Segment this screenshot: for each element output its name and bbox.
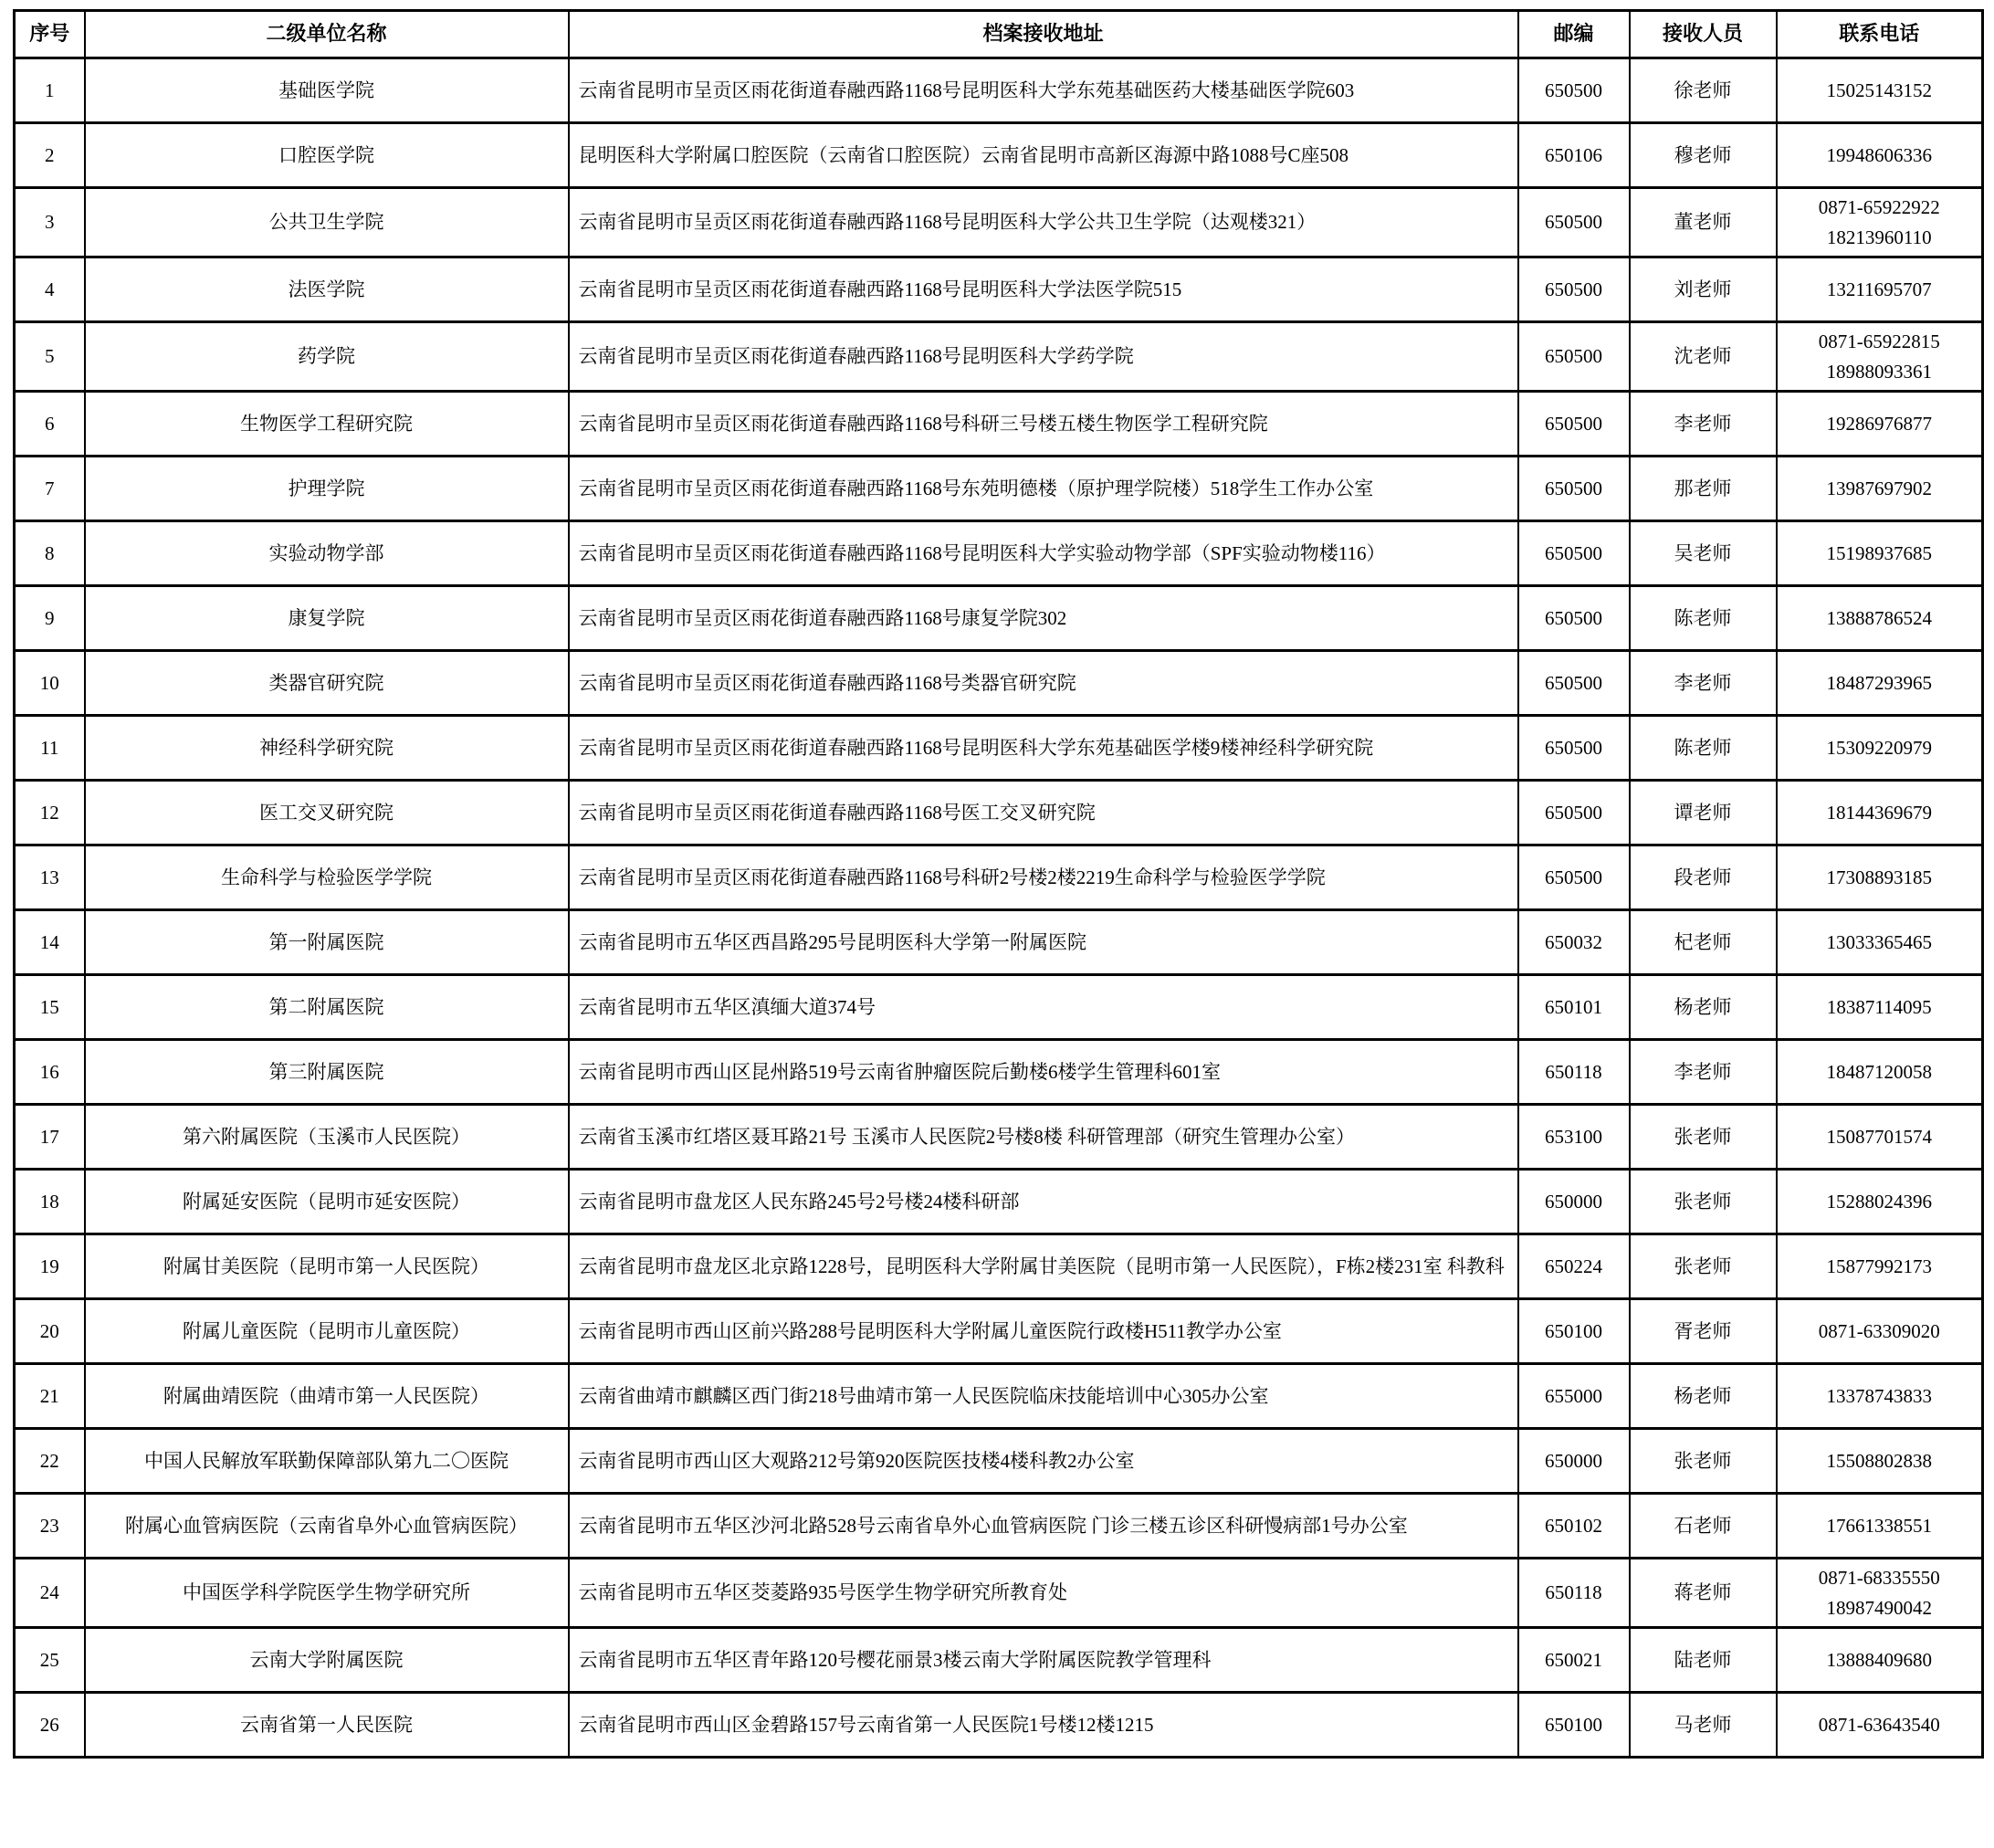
cell-phone (1777, 1364, 1983, 1429)
phone-number: 13211695707 (1826, 278, 1932, 300)
phone-number: 15288024396 (1826, 1190, 1932, 1213)
header-postcode: 邮编 (1518, 11, 1630, 58)
cell-contact: 李老师 (1630, 1040, 1777, 1105)
cell-index: 22 (15, 1429, 85, 1494)
cell-contact: 胥老师 (1630, 1299, 1777, 1364)
cell-index: 14 (15, 910, 85, 975)
archive-address-table (13, 9, 1984, 1759)
phone-number: 19948606336 (1826, 143, 1932, 166)
cell-unit: 附属甘美医院（昆明市第一人民医院） (85, 1234, 569, 1299)
cell-address: 云南省昆明市盘龙区北京路1228号，昆明医科大学附属甘美医院（昆明市第一人民医院），F栋2楼231室 科教科 (569, 1234, 1518, 1299)
cell-postcode: 650500 (1518, 322, 1630, 392)
cell-contact: 杨老师 (1630, 975, 1777, 1040)
cell-address: 云南省昆明市呈贡区雨花街道春融西路1168号东苑明德楼（原护理学院楼）518学生工作办公室 (569, 457, 1518, 521)
cell-address: 云南省昆明市呈贡区雨花街道春融西路1168号科研2号楼2楼2219生命科学与检验医学学院 (569, 845, 1518, 910)
cell-unit: 附属延安医院（昆明市延安医院） (85, 1170, 569, 1234)
cell-phone (1777, 188, 1983, 257)
cell-index: 16 (15, 1040, 85, 1105)
cell-contact: 蒋老师 (1630, 1559, 1777, 1628)
phone-number: 15025143152 (1826, 79, 1932, 101)
phone-number: 17308893185 (1826, 866, 1932, 888)
cell-postcode: 650500 (1518, 586, 1630, 651)
cell-address: 云南省曲靖市麒麟区西门街218号曲靖市第一人民医院临床技能培训中心305办公室 (569, 1364, 1518, 1429)
table-header-row (15, 11, 1983, 58)
cell-postcode: 650021 (1518, 1628, 1630, 1693)
cell-postcode: 650102 (1518, 1494, 1630, 1559)
phone-number: 18487120058 (1826, 1060, 1932, 1083)
cell-address: 云南省昆明市呈贡区雨花街道春融西路1168号医工交叉研究院 (569, 781, 1518, 845)
table-row (15, 1693, 1983, 1758)
table-row (15, 123, 1983, 188)
cell-unit: 神经科学研究院 (85, 716, 569, 781)
table-row (15, 1040, 1983, 1105)
table-row (15, 1234, 1983, 1299)
cell-contact: 徐老师 (1630, 58, 1777, 123)
cell-unit: 生命科学与检验医学学院 (85, 845, 569, 910)
cell-phone (1777, 1693, 1983, 1758)
cell-postcode: 650500 (1518, 651, 1630, 716)
cell-contact: 谭老师 (1630, 781, 1777, 845)
cell-address: 云南省玉溪市红塔区聂耳路21号 玉溪市人民医院2号楼8楼 科研管理部（研究生管理办公室） (569, 1105, 1518, 1170)
cell-phone (1777, 651, 1983, 716)
cell-postcode: 650100 (1518, 1299, 1630, 1364)
cell-postcode: 650500 (1518, 58, 1630, 123)
cell-phone (1777, 1105, 1983, 1170)
cell-phone (1777, 521, 1983, 586)
cell-phone (1777, 1494, 1983, 1559)
cell-index: 3 (15, 188, 85, 257)
cell-postcode: 650000 (1518, 1429, 1630, 1494)
cell-address: 云南省昆明市五华区青年路120号樱花丽景3楼云南大学附属医院教学管理科 (569, 1628, 1518, 1693)
header-index: 序号 (15, 11, 85, 58)
cell-contact: 张老师 (1630, 1105, 1777, 1170)
cell-unit: 生物医学工程研究院 (85, 392, 569, 457)
phone-number: 13033365465 (1826, 930, 1932, 953)
table-row (15, 1429, 1983, 1494)
cell-phone (1777, 845, 1983, 910)
table-row (15, 1105, 1983, 1170)
table-body (15, 58, 1983, 1758)
cell-postcode: 650000 (1518, 1170, 1630, 1234)
cell-postcode: 653100 (1518, 1105, 1630, 1170)
cell-phone (1777, 781, 1983, 845)
cell-index: 20 (15, 1299, 85, 1364)
cell-unit: 公共卫生学院 (85, 188, 569, 257)
cell-unit: 第六附属医院（玉溪市人民医院） (85, 1105, 569, 1170)
cell-unit: 附属心血管病医院（云南省阜外心血管病医院） (85, 1494, 569, 1559)
phone-number: 0871-63643540 (1818, 1714, 1940, 1736)
table-row (15, 781, 1983, 845)
cell-unit: 中国人民解放军联勤保障部队第九二〇医院 (85, 1429, 569, 1494)
cell-contact: 李老师 (1630, 392, 1777, 457)
phone-number: 15508802838 (1826, 1449, 1932, 1472)
cell-address: 云南省昆明市呈贡区雨花街道春融西路1168号康复学院302 (569, 586, 1518, 651)
cell-contact: 沈老师 (1630, 322, 1777, 392)
cell-address: 昆明医科大学附属口腔医院（云南省口腔医院）云南省昆明市高新区海源中路1088号C座508 (569, 123, 1518, 188)
table-row (15, 651, 1983, 716)
cell-postcode: 650500 (1518, 257, 1630, 322)
cell-index: 2 (15, 123, 85, 188)
cell-unit: 口腔医学院 (85, 123, 569, 188)
phone-number: 0871-68335550 (1818, 1567, 1940, 1590)
phone-number: 15198937685 (1826, 541, 1932, 564)
cell-phone (1777, 457, 1983, 521)
phone-number: 17661338551 (1826, 1514, 1932, 1537)
cell-postcode: 650500 (1518, 781, 1630, 845)
table-row (15, 457, 1983, 521)
phone-number: 18988093361 (1826, 360, 1932, 383)
table-row (15, 1628, 1983, 1693)
cell-postcode: 650106 (1518, 123, 1630, 188)
cell-address: 云南省昆明市呈贡区雨花街道春融西路1168号昆明医科大学法医学院515 (569, 257, 1518, 322)
cell-index: 1 (15, 58, 85, 123)
cell-phone (1777, 123, 1983, 188)
cell-contact: 董老师 (1630, 188, 1777, 257)
cell-index: 18 (15, 1170, 85, 1234)
header-contact: 接收人员 (1630, 11, 1777, 58)
cell-address: 云南省昆明市呈贡区雨花街道春融西路1168号昆明医科大学实验动物学部（SPF实验动物楼116） (569, 521, 1518, 586)
table-row (15, 392, 1983, 457)
cell-postcode: 650500 (1518, 392, 1630, 457)
cell-unit: 医工交叉研究院 (85, 781, 569, 845)
cell-address: 云南省昆明市西山区大观路212号第920医院医技楼4楼科教2办公室 (569, 1429, 1518, 1494)
cell-unit: 药学院 (85, 322, 569, 392)
cell-index: 12 (15, 781, 85, 845)
cell-postcode: 655000 (1518, 1364, 1630, 1429)
cell-phone (1777, 322, 1983, 392)
table-row (15, 257, 1983, 322)
cell-postcode: 650118 (1518, 1040, 1630, 1105)
cell-address: 云南省昆明市五华区滇缅大道374号 (569, 975, 1518, 1040)
phone-number: 0871-65922815 (1818, 331, 1940, 353)
cell-address: 云南省昆明市呈贡区雨花街道春融西路1168号昆明医科大学药学院 (569, 322, 1518, 392)
cell-index: 5 (15, 322, 85, 392)
table-row (15, 188, 1983, 257)
table-row (15, 975, 1983, 1040)
cell-contact: 杞老师 (1630, 910, 1777, 975)
cell-phone (1777, 910, 1983, 975)
phone-number: 0871-63309020 (1818, 1319, 1940, 1342)
cell-phone (1777, 392, 1983, 457)
cell-index: 23 (15, 1494, 85, 1559)
cell-unit: 云南省第一人民医院 (85, 1693, 569, 1758)
cell-unit: 中国医学科学院医学生物学研究所 (85, 1559, 569, 1628)
table-row (15, 1170, 1983, 1234)
cell-contact: 刘老师 (1630, 257, 1777, 322)
cell-postcode: 650032 (1518, 910, 1630, 975)
cell-phone (1777, 1628, 1983, 1693)
phone-number: 13378743833 (1826, 1384, 1932, 1407)
phone-number: 13888409680 (1826, 1649, 1932, 1671)
phone-number: 15309220979 (1826, 736, 1932, 759)
cell-address: 云南省昆明市呈贡区雨花街道春融西路1168号昆明医科大学东苑基础医药大楼基础医学院603 (569, 58, 1518, 123)
cell-contact: 张老师 (1630, 1429, 1777, 1494)
cell-index: 21 (15, 1364, 85, 1429)
phone-number: 18387114095 (1826, 995, 1932, 1018)
cell-address: 云南省昆明市五华区沙河北路528号云南省阜外心血管病医院 门诊三楼五诊区科研慢病部1号办公室 (569, 1494, 1518, 1559)
cell-phone (1777, 1429, 1983, 1494)
table-row (15, 1494, 1983, 1559)
table-row (15, 1559, 1983, 1628)
cell-contact: 杨老师 (1630, 1364, 1777, 1429)
cell-phone (1777, 257, 1983, 322)
cell-address: 云南省昆明市呈贡区雨花街道春融西路1168号类器官研究院 (569, 651, 1518, 716)
header-address: 档案接收地址 (569, 11, 1518, 58)
cell-index: 15 (15, 975, 85, 1040)
cell-contact: 段老师 (1630, 845, 1777, 910)
phone-number: 18144369679 (1826, 801, 1932, 824)
cell-unit: 附属曲靖医院（曲靖市第一人民医院） (85, 1364, 569, 1429)
phone-number: 0871-65922922 (1818, 196, 1940, 218)
cell-unit: 护理学院 (85, 457, 569, 521)
cell-address: 云南省昆明市五华区茭菱路935号医学生物学研究所教育处 (569, 1559, 1518, 1628)
cell-postcode: 650224 (1518, 1234, 1630, 1299)
cell-index: 10 (15, 651, 85, 716)
cell-unit: 第三附属医院 (85, 1040, 569, 1105)
cell-index: 13 (15, 845, 85, 910)
cell-contact: 马老师 (1630, 1693, 1777, 1758)
cell-index: 25 (15, 1628, 85, 1693)
cell-contact: 石老师 (1630, 1494, 1777, 1559)
cell-unit: 附属儿童医院（昆明市儿童医院） (85, 1299, 569, 1364)
cell-address: 云南省昆明市呈贡区雨花街道春融西路1168号昆明医科大学东苑基础医学楼9楼神经科学研究院 (569, 716, 1518, 781)
cell-postcode: 650500 (1518, 845, 1630, 910)
header-unit: 二级单位名称 (85, 11, 569, 58)
cell-unit: 第二附属医院 (85, 975, 569, 1040)
cell-contact: 张老师 (1630, 1234, 1777, 1299)
cell-postcode: 650500 (1518, 188, 1630, 257)
table-row (15, 586, 1983, 651)
cell-postcode: 650500 (1518, 716, 1630, 781)
cell-address: 云南省昆明市呈贡区雨花街道春融西路1168号科研三号楼五楼生物医学工程研究院 (569, 392, 1518, 457)
cell-contact: 那老师 (1630, 457, 1777, 521)
table-row (15, 521, 1983, 586)
cell-phone (1777, 586, 1983, 651)
phone-number: 18487293965 (1826, 671, 1932, 694)
cell-index: 6 (15, 392, 85, 457)
cell-index: 11 (15, 716, 85, 781)
cell-address: 云南省昆明市呈贡区雨花街道春融西路1168号昆明医科大学公共卫生学院（达观楼321） (569, 188, 1518, 257)
cell-index: 4 (15, 257, 85, 322)
table-row (15, 716, 1983, 781)
cell-index: 19 (15, 1234, 85, 1299)
cell-address: 云南省昆明市西山区金碧路157号云南省第一人民医院1号楼12楼1215 (569, 1693, 1518, 1758)
cell-phone (1777, 1040, 1983, 1105)
cell-postcode: 650100 (1518, 1693, 1630, 1758)
table-row (15, 1364, 1983, 1429)
cell-unit: 第一附属医院 (85, 910, 569, 975)
phone-number: 18213960110 (1826, 226, 1932, 248)
phone-number: 15877992173 (1826, 1255, 1932, 1277)
table-row (15, 322, 1983, 392)
table-row (15, 910, 1983, 975)
cell-unit: 康复学院 (85, 586, 569, 651)
cell-index: 24 (15, 1559, 85, 1628)
table-row (15, 845, 1983, 910)
cell-contact: 穆老师 (1630, 123, 1777, 188)
cell-address: 云南省昆明市五华区西昌路295号昆明医科大学第一附属医院 (569, 910, 1518, 975)
table-row (15, 1299, 1983, 1364)
cell-unit: 实验动物学部 (85, 521, 569, 586)
phone-number: 15087701574 (1826, 1125, 1932, 1148)
cell-unit: 类器官研究院 (85, 651, 569, 716)
cell-contact: 陆老师 (1630, 1628, 1777, 1693)
cell-phone (1777, 716, 1983, 781)
cell-contact: 陈老师 (1630, 586, 1777, 651)
cell-contact: 吴老师 (1630, 521, 1777, 586)
phone-number: 18987490042 (1826, 1596, 1932, 1619)
cell-unit: 基础医学院 (85, 58, 569, 123)
cell-phone (1777, 1299, 1983, 1364)
cell-index: 26 (15, 1693, 85, 1758)
cell-phone (1777, 1234, 1983, 1299)
cell-address: 云南省昆明市西山区前兴路288号昆明医科大学附属儿童医院行政楼H511教学办公室 (569, 1299, 1518, 1364)
cell-unit: 云南大学附属医院 (85, 1628, 569, 1693)
cell-postcode: 650101 (1518, 975, 1630, 1040)
table-row (15, 58, 1983, 123)
cell-index: 9 (15, 586, 85, 651)
phone-number: 13888786524 (1826, 606, 1932, 629)
cell-contact: 张老师 (1630, 1170, 1777, 1234)
cell-contact: 陈老师 (1630, 716, 1777, 781)
cell-phone (1777, 1170, 1983, 1234)
cell-unit: 法医学院 (85, 257, 569, 322)
cell-index: 7 (15, 457, 85, 521)
header-phone: 联系电话 (1777, 11, 1983, 58)
cell-index: 8 (15, 521, 85, 586)
cell-phone (1777, 1559, 1983, 1628)
phone-number: 13987697902 (1826, 477, 1932, 499)
cell-postcode: 650500 (1518, 457, 1630, 521)
cell-address: 云南省昆明市西山区昆州路519号云南省肿瘤医院后勤楼6楼学生管理科601室 (569, 1040, 1518, 1105)
cell-index: 17 (15, 1105, 85, 1170)
cell-postcode: 650118 (1518, 1559, 1630, 1628)
cell-phone (1777, 975, 1983, 1040)
cell-address: 云南省昆明市盘龙区人民东路245号2号楼24楼科研部 (569, 1170, 1518, 1234)
cell-postcode: 650500 (1518, 521, 1630, 586)
cell-phone (1777, 58, 1983, 123)
cell-contact: 李老师 (1630, 651, 1777, 716)
phone-number: 19286976877 (1826, 412, 1932, 435)
